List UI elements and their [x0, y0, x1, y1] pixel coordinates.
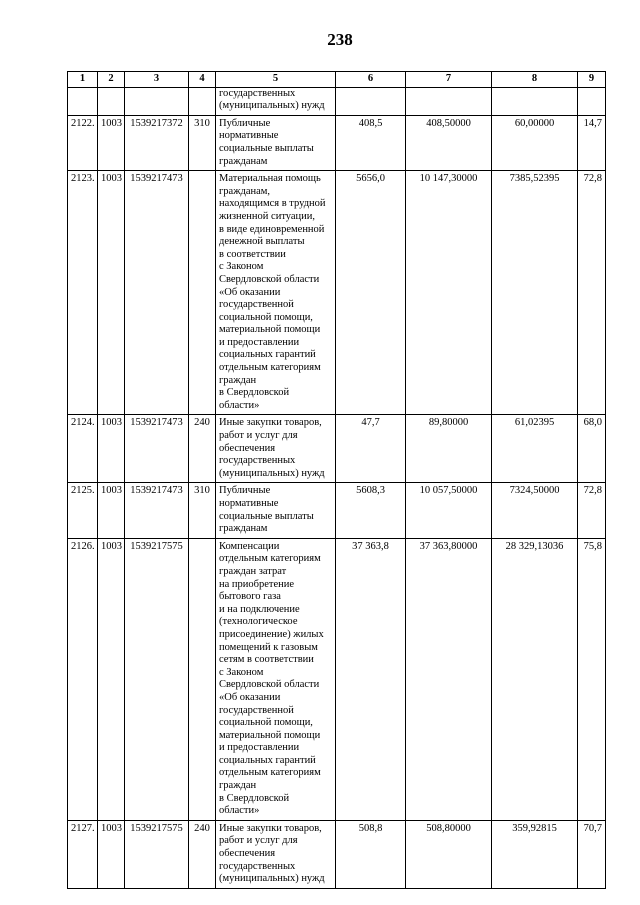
- cell-col7: 89,80000: [406, 415, 492, 483]
- header-col-3: 3: [125, 72, 189, 88]
- table-row: [68, 415, 606, 483]
- table-row: [68, 483, 606, 538]
- cell-col8: [492, 87, 578, 115]
- cell-col6: [336, 87, 406, 115]
- budget-table: [67, 71, 606, 889]
- cell-col8: 7385,52395: [492, 171, 578, 415]
- cell-col7: 10 057,50000: [406, 483, 492, 538]
- cell-section: 1003: [98, 115, 125, 170]
- header-col-1: 1: [68, 72, 98, 88]
- cell-code: 1539217372: [125, 115, 189, 170]
- page-number: 238: [327, 30, 353, 49]
- cell-name: Материальная помощь гражданам, находящимся в трудной жизненной ситуации, в виде единовременной денежной выплаты в соответствии с Законом Свердловской области «Об оказании государственной социальной помощи, материальной помощи и предоставлении социальных гарантий отдельным категориям граждан в Свердловской области»: [216, 171, 336, 415]
- cell-name: государственных (муниципальных) нужд: [216, 87, 336, 115]
- cell-col6: 408,5: [336, 115, 406, 170]
- cell-type: [189, 87, 216, 115]
- cell-num: 2122.: [68, 115, 98, 170]
- cell-code: 1539217473: [125, 415, 189, 483]
- table-row: [68, 820, 606, 888]
- cell-name: Иные закупки товаров, работ и услуг для обеспечения государственных (муниципальных) нужд: [216, 415, 336, 483]
- cell-col7: 508,80000: [406, 820, 492, 888]
- cell-col8: 7324,50000: [492, 483, 578, 538]
- header-row: [68, 72, 606, 88]
- cell-col9: [578, 87, 606, 115]
- cell-col7: 10 147,30000: [406, 171, 492, 415]
- cell-num: [68, 87, 98, 115]
- cell-code: [125, 87, 189, 115]
- cell-name: Компенсации отдельным категориям граждан затрат на приобретение бытового газа и на подключение (технологическое присоединение) жилых помещений к газовым сетям в соответствии с Законом Свердловской области «Об оказании государственной социальной помощи, материальной помощи и предоставлении социальных гарантий отдельным категориям граждан в Свердловской области»: [216, 538, 336, 820]
- cell-section: 1003: [98, 538, 125, 820]
- cell-col6: 5608,3: [336, 483, 406, 538]
- cell-num: 2127.: [68, 820, 98, 888]
- cell-col9: 70,7: [578, 820, 606, 888]
- cell-code: 1539217575: [125, 820, 189, 888]
- cell-col6: 5656,0: [336, 171, 406, 415]
- cell-col7: [406, 87, 492, 115]
- cell-col8: 60,00000: [492, 115, 578, 170]
- cell-col6: 508,8: [336, 820, 406, 888]
- cell-col8: 28 329,13036: [492, 538, 578, 820]
- table-row: [68, 538, 606, 820]
- cell-section: 1003: [98, 415, 125, 483]
- header-col-4: 4: [189, 72, 216, 88]
- cell-col7: 408,50000: [406, 115, 492, 170]
- cell-num: 2124.: [68, 415, 98, 483]
- header-col-7: 7: [406, 72, 492, 88]
- cell-name: Публичные нормативные социальные выплаты гражданам: [216, 483, 336, 538]
- cell-name: Иные закупки товаров, работ и услуг для обеспечения государственных (муниципальных) нужд: [216, 820, 336, 888]
- cell-type: 240: [189, 415, 216, 483]
- cell-col6: 47,7: [336, 415, 406, 483]
- header-col-2: 2: [98, 72, 125, 88]
- cell-name: Публичные нормативные социальные выплаты гражданам: [216, 115, 336, 170]
- cell-num: 2126.: [68, 538, 98, 820]
- cell-num: 2123.: [68, 171, 98, 415]
- cell-col9: 72,8: [578, 483, 606, 538]
- cell-type: 310: [189, 115, 216, 170]
- cell-section: 1003: [98, 483, 125, 538]
- header-col-5: 5: [216, 72, 336, 88]
- cell-col9: 72,8: [578, 171, 606, 415]
- cell-type: [189, 171, 216, 415]
- cell-section: 1003: [98, 820, 125, 888]
- cell-code: 1539217575: [125, 538, 189, 820]
- cell-code: 1539217473: [125, 483, 189, 538]
- cell-col8: 61,02395: [492, 415, 578, 483]
- table-row: [68, 171, 606, 415]
- cell-col9: 14,7: [578, 115, 606, 170]
- cell-code: 1539217473: [125, 171, 189, 415]
- cell-type: [189, 538, 216, 820]
- table-row: [68, 115, 606, 170]
- cell-num: 2125.: [68, 483, 98, 538]
- cell-col6: 37 363,8: [336, 538, 406, 820]
- cell-col9: 68,0: [578, 415, 606, 483]
- cell-col8: 359,92815: [492, 820, 578, 888]
- cell-type: 240: [189, 820, 216, 888]
- cell-type: 310: [189, 483, 216, 538]
- cell-section: 1003: [98, 171, 125, 415]
- header-col-8: 8: [492, 72, 578, 88]
- header-col-6: 6: [336, 72, 406, 88]
- table-row-continued: [68, 87, 606, 115]
- header-col-9: 9: [578, 72, 606, 88]
- cell-col7: 37 363,80000: [406, 538, 492, 820]
- cell-col9: 75,8: [578, 538, 606, 820]
- cell-section: [98, 87, 125, 115]
